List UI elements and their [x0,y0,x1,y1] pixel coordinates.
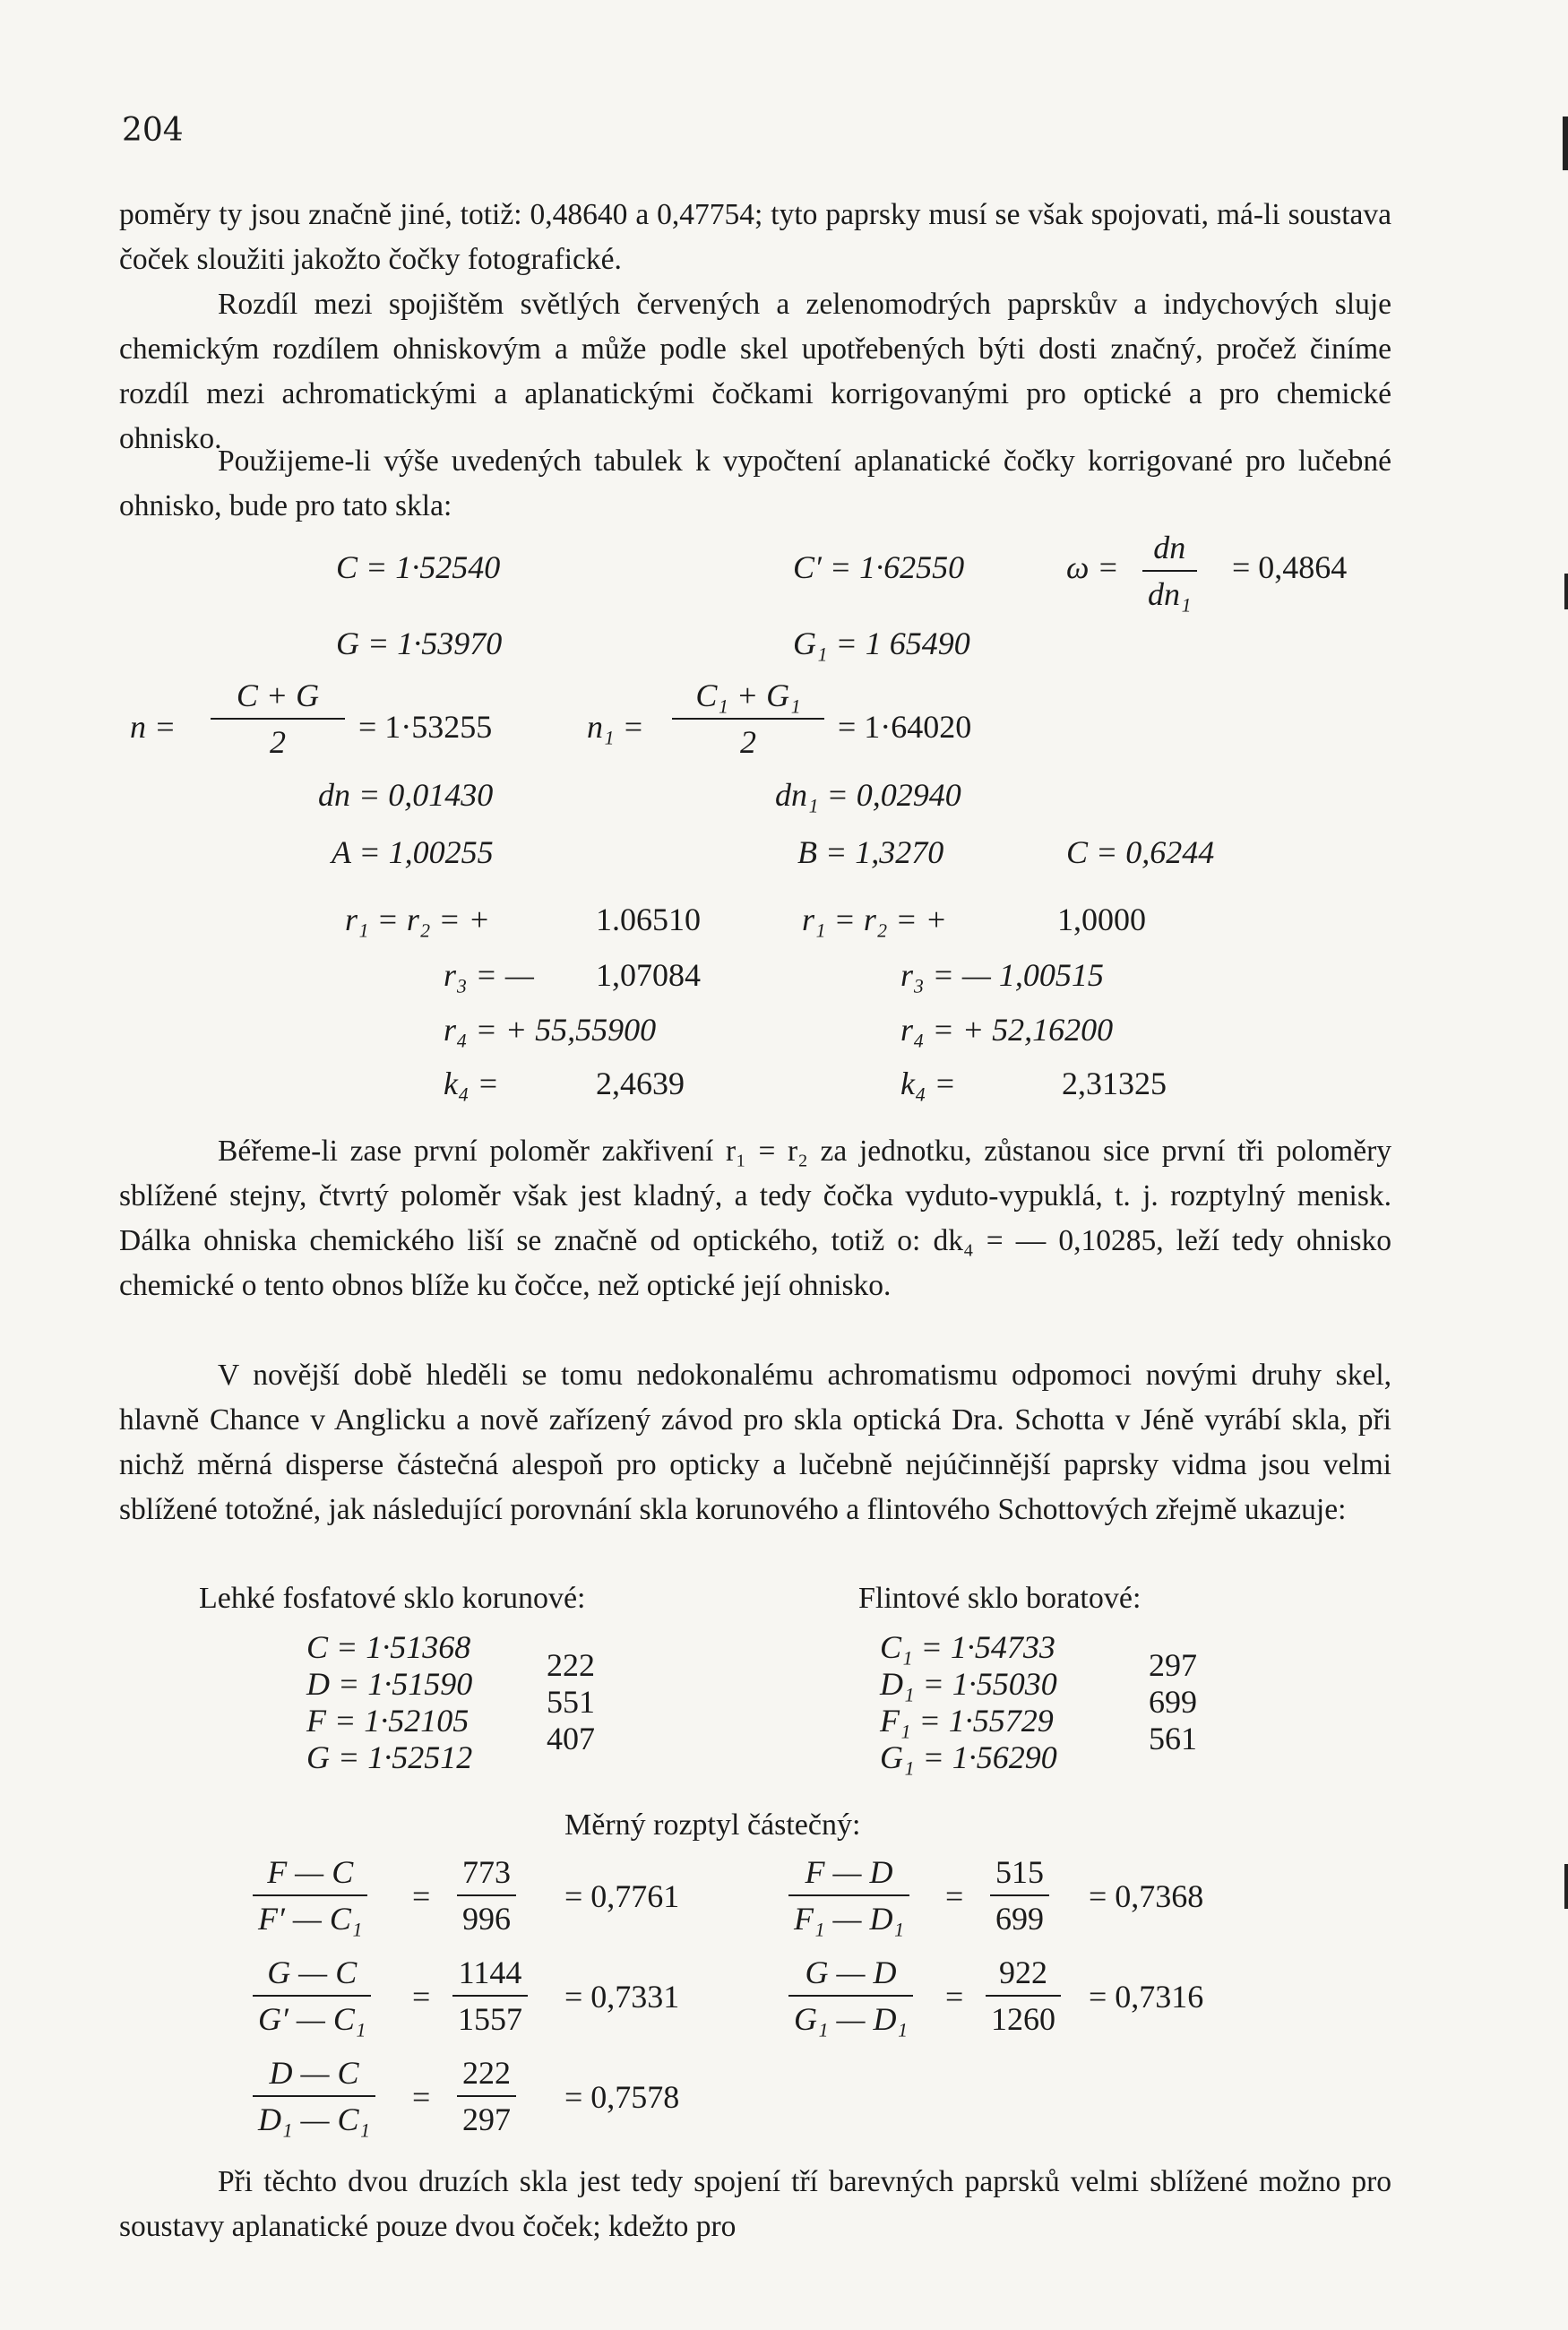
ratio-5-numeric-denominator: 297 [457,2095,516,2138]
ratio-3-numeric-denominator: 1557 [452,1995,528,2038]
ratio-1-symbolic [253,1853,367,1937]
formula-omega-lhs: ω = [1066,549,1119,585]
paragraph-3: Použijeme-li výše uvedených tabulek k vypočtení aplanatické čočky korrigované pro lučebné ohnisko, bude pro tato skla: [119,444,1391,522]
ratio-4-equals: = [945,1979,964,2015]
n1-numerator: C₁ + G₁ [695,677,801,713]
formula-n-value: = 1·53255 [358,709,493,745]
flint-line-D1: D₁ = 1·55030 [880,1666,1057,1702]
crown-line-F: F = 1·52105 [306,1703,470,1739]
crown-line-D: D = 1·51590 [306,1666,473,1702]
ratio-1-numeric-denominator: 996 [457,1894,516,1937]
formula-n-lhs: n = [130,709,177,745]
ratio-1-numeric-numerator: 773 [462,1854,511,1890]
omega-numerator: dn [1153,530,1186,565]
formula-dn: dn = 0,01430 [318,777,494,813]
ratio-3-numeric-numerator: 1144 [458,1955,522,1990]
formula-right-k4-value: 2,31325 [1062,1066,1167,1101]
ratio-5-numerator: D — C [269,2055,359,2091]
formula-G: G = 1·53970 [336,626,503,661]
formula-C1: C′ = 1·62550 [793,549,965,585]
formula-G1: G₁ = 1 65490 [793,626,970,661]
flint-glass-differences [1149,1647,1197,1757]
formula-omega-fraction [1142,529,1197,613]
paragraph-2: Rozdíl mezi spojištěm světlých červených a zelenomodrých paprskův a indychových sluje chemickým rozdílem ohniskovým a může podle skel upotřebených býti dosti značný, pročež činíme rozdíl mezi achromatickými a aplanatickými čočkami korrigovanými pro optické a pro chemické ohnisko. [119,288,1391,455]
ratio-3-symbolic [253,1954,371,2038]
formula-left-r3-value: 1,07084 [596,957,701,993]
crown-diff-1: 222 [547,1647,595,1683]
formula-right-r3: r₃ = — 1,00515 [900,957,1104,993]
ratio-2-numeric-numerator: 515 [995,1854,1044,1890]
crown-diff-2: 551 [547,1684,595,1720]
flint-line-G1: G₁ = 1·56290 [880,1739,1057,1775]
ratio-2-value: = 0,7368 [1089,1878,1204,1914]
crown-glass-differences [547,1647,595,1757]
crown-glass-header: Lehké fosfatové sklo korunové: [199,1582,586,1615]
paragraph-4: Béřeme-li zase první poloměr zakřivení r₁ = r₂ za jednotku, zůstanou sice první tři poloměry sblížené stejny, čtvrtý poloměr však jest kladný, a tedy čočka vyduto-vypuklá, t. j. rozptylný menisk. Dálka ohniska chemického liší se značně od optického, totiž o: dk₄ = — 0,10285, leží tedy ohnisko chemické o tento obnos blíže ku čočce, než optické její ohnisko. [119,1135,1391,1302]
crown-line-G: G = 1·52512 [306,1739,473,1775]
formula-n1-lhs: n₁ = [587,709,644,745]
ratio-2-numeric-denominator: 699 [990,1894,1049,1937]
ratio-1-numeric [457,1853,516,1937]
crown-diff-3: 407 [547,1721,595,1756]
ratio-2-denominator: F₁ — D₁ [788,1894,909,1937]
ratio-4-numeric-numerator: 922 [999,1955,1047,1990]
ratio-4-value: = 0,7316 [1089,1979,1204,2015]
paragraph-6: Při těchto dvou druzích skla jest tedy spojení tří barevných paprsků velmi sblížené možno pro soustavy aplanatické pouze dvou čoček; kdežto pro [119,2165,1391,2243]
paragraph-5: V novější době hleděli se tomu nedokonalému achromatismu odpomoci novými druhy skel, hlavně Chance v Anglicku a nově zařízený závod pro skla optická Dra. Schotta v Jéně vyrábí skla, při nichž měrná disperse částečná alespoň pro opticky a lučebně nejúčinnější paprsky vidma jsou velmi sblížené totožné, jak následující porovnání skla korunového a flintového Schottových zřejmě ukazuje: [119,1359,1391,1526]
ratio-3-denominator: G′ — C₁ [253,1995,371,2038]
flint-diff-3: 561 [1149,1721,1197,1756]
ratio-4-numeric [986,1954,1061,2038]
flint-glass-values [880,1629,1057,1776]
n-denominator: 2 [211,718,345,761]
ratio-5-denominator: D₁ — C₁ [253,2095,375,2138]
formula-C: C = 1·52540 [336,549,501,585]
dispersion-header: Měrný rozptyl částečný: [564,1808,861,1842]
formula-right-r12: r₁ = r₂ = + [802,902,947,937]
formula-right-r4: r₄ = + 52,16200 [900,1012,1114,1048]
ratio-2-numerator: F — D [805,1854,893,1890]
formula-C-ratio: C = 0,6244 [1066,834,1215,870]
ratio-3-equals: = [412,1979,431,2015]
ratio-2-symbolic [788,1853,909,1937]
formula-n-fraction [211,677,345,761]
formula-n1-fraction [672,677,824,761]
n1-denominator: 2 [672,718,824,761]
formula-left-k4: k₄ = [444,1066,499,1101]
ratio-1-denominator: F′ — C₁ [253,1894,367,1937]
formula-n1-value: = 1·64020 [838,709,972,745]
ratio-1-numerator: F — C [267,1854,354,1890]
ratio-3-value: = 0,7331 [564,1979,680,2015]
flint-diff-2: 699 [1149,1684,1197,1720]
formula-right-k4: k₄ = [900,1066,956,1101]
ratio-4-denominator: G₁ — D₁ [788,1995,913,2038]
ratio-3-numerator: G — C [267,1955,358,1990]
formula-omega-value: = 0,4864 [1232,549,1348,585]
ratio-4-numeric-denominator: 1260 [986,1995,1061,2038]
formula-left-r3: r₃ = — [444,957,534,993]
formula-left-r4: r₄ = + 55,55900 [444,1012,657,1048]
flint-glass-header: Flintové sklo boratové: [858,1582,1142,1615]
ratio-5-equals: = [412,2079,431,2115]
formula-A: A = 1,00255 [332,834,494,870]
page-number: 204 [122,112,184,149]
crown-glass-values [306,1629,472,1776]
formula-left-r12: r₁ = r₂ = + [345,902,490,937]
ratio-2-numeric [990,1853,1049,1937]
flint-line-F1: F₁ = 1·55729 [880,1703,1054,1739]
ratio-4-symbolic [788,1954,913,2038]
crown-line-C: C = 1·51368 [306,1629,471,1665]
omega-denominator: dn₁ [1142,570,1197,613]
ratio-4-numerator: G — D [805,1955,897,1990]
scan-edge-mark-middle [1564,574,1568,609]
formula-left-k4-value: 2,4639 [596,1066,685,1101]
flint-line-C1: C₁ = 1·54733 [880,1629,1055,1665]
formula-B: B = 1,3270 [797,834,944,870]
ratio-3-numeric [452,1954,528,2038]
scan-edge-mark-bottom [1564,1864,1568,1909]
scan-edge-mark-top [1563,116,1568,170]
ratio-5-numeric [457,2054,516,2138]
n-numerator: C + G [236,677,320,713]
formula-right-r12-value: 1,0000 [1057,902,1146,937]
ratio-5-value: = 0,7578 [564,2079,680,2115]
ratio-5-numeric-numerator: 222 [462,2055,511,2091]
formula-dn1: dn₁ = 0,02940 [775,777,961,813]
ratio-1-value: = 0,7761 [564,1878,680,1914]
ratio-5-symbolic [253,2054,375,2138]
flint-diff-1: 297 [1149,1647,1197,1683]
ratio-2-equals: = [945,1878,964,1914]
paragraph-1: poměry ty jsou značně jiné, totiž: 0,48640 a 0,47754; tyto paprsky musí se však spojovati, má-li soustava čoček sloužiti jakožto čočky fotografické. [119,198,1391,276]
ratio-1-equals: = [412,1878,431,1914]
formula-left-r12-value: 1.06510 [596,902,701,937]
